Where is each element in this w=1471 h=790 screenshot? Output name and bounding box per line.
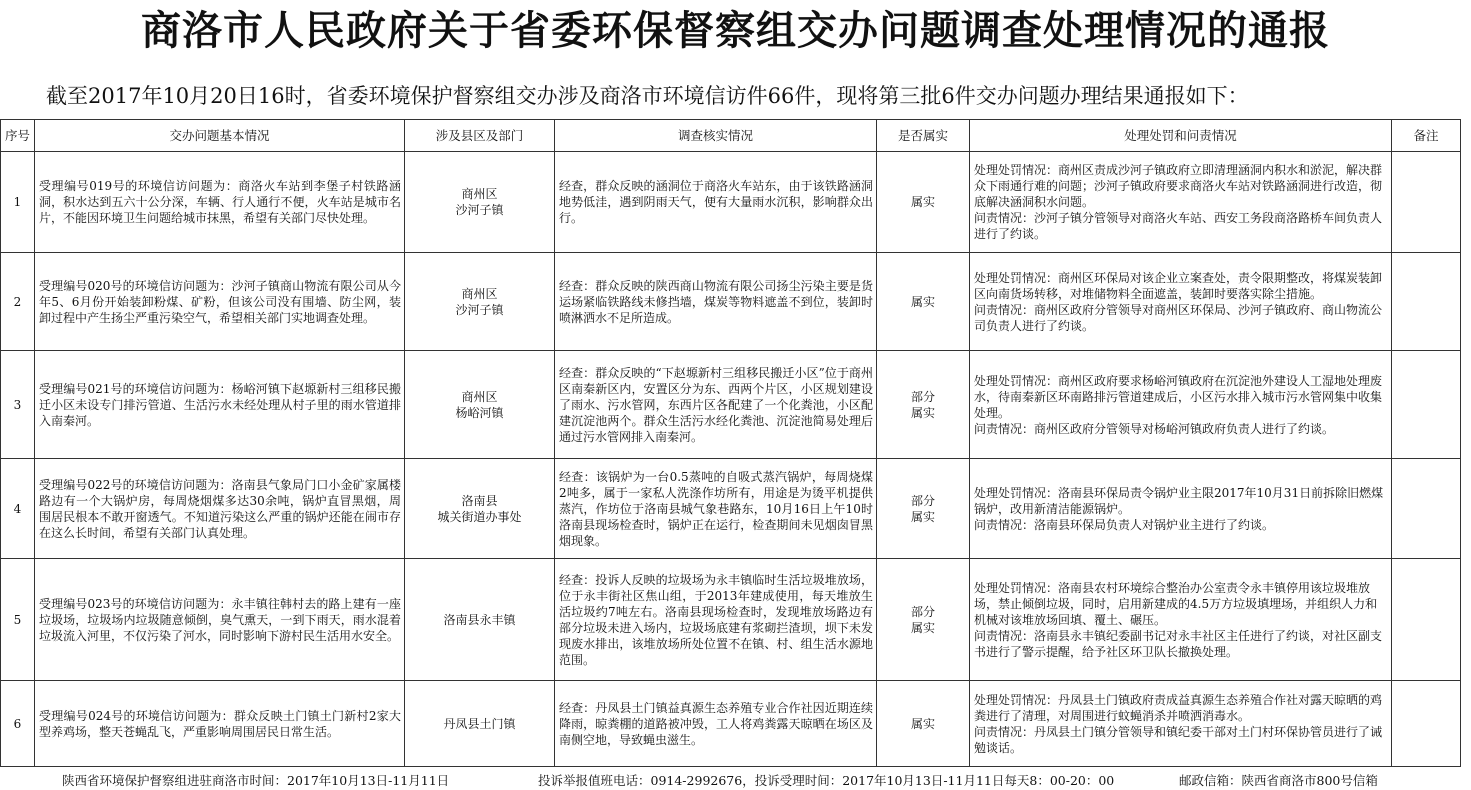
department-line: 洛南县 — [461, 493, 498, 508]
verified-line: 部分 — [910, 604, 935, 619]
verified-subline: 属实 — [910, 405, 935, 420]
department-line: 商州区 — [461, 187, 498, 201]
verified-line: 部分 — [910, 389, 935, 404]
department-subline: 沙河子镇 — [455, 302, 504, 317]
handling-result — [970, 253, 1392, 351]
issue-description: 受理编号021号的环境信访问题为：杨峪河镇下赵塬新村三组移民搬迁小区未设专门排污管道、生活污水未经处理从村子里的雨水管道排入南秦河。 — [35, 351, 405, 459]
row-number: 3 — [1, 351, 35, 459]
table-row — [1, 559, 1461, 681]
footer-period: 陕西省环境保护督察组进驻商洛市时间：2017年10月13日-11月11日 — [62, 773, 450, 788]
remark-cell — [1392, 681, 1461, 767]
department-cell — [405, 152, 555, 253]
footer-mailbox: 邮政信箱：陕西省商洛市800号信箱 — [1179, 773, 1378, 788]
department-cell — [405, 681, 555, 767]
table-row — [1, 152, 1461, 253]
verified-line: 部分 — [910, 493, 935, 508]
table-row — [1, 681, 1461, 767]
footer — [0, 772, 1471, 790]
accountability-text: 问责情况：商州区政府分管领导对商州区环保局、沙河子镇政府、商山物流公司负责人进行了约谈。 — [974, 302, 1383, 333]
page-title: 商洛市人民政府关于省委环保督察组交办问题调查处理情况的通报 — [141, 8, 1330, 54]
header-result: 处理处罚和问责情况 — [970, 120, 1392, 152]
investigation-result: 经查：投诉人反映的垃圾场为永丰镇临时生活垃圾堆放场，位于永丰街社区焦山组，于2013年建成使用，每天堆放生活垃圾约7吨左右。洛南县现场检查时，发现堆放场路边有部分垃圾未进入场内，垃圾场底建有浆砌拦渣坝，坝下未发现废水排出，该堆放场所处位置不在镇、村、组生活水源地范围。 — [555, 559, 877, 681]
row-number: 5 — [1, 559, 35, 681]
verified-line: 属实 — [910, 195, 935, 209]
verified-cell — [877, 459, 970, 559]
department-cell — [405, 351, 555, 459]
handling-result — [970, 351, 1392, 459]
accountability-text: 问责情况：商州区政府分管领导对杨峪河镇政府负责人进行了约谈。 — [974, 421, 1335, 436]
verified-cell — [877, 681, 970, 767]
header-verified: 是否属实 — [877, 120, 970, 152]
department-cell — [405, 459, 555, 559]
issue-description: 受理编号019号的环境信访问题为：商洛火车站到李堡子村铁路涵洞，积水达到五六十公分深，车辆、行人通行不便，火车站是城市名片，不能因环境卫生问题给城市抹黑，希望有关部门尽快处理。 — [35, 152, 405, 253]
issue-description: 受理编号022号的环境信访问题为：洛南县气象局门口小金矿家属楼路边有一个大锅炉房，每周烧烟煤多达30余吨，锅炉直冒黑烟，周围居民根本不敢开窗透气。不知道污染这么严重的锅炉还能在闹市存在这么长时间，希望有关部门认真处理。 — [35, 459, 405, 559]
punishment-text: 处理处罚情况：丹凤县土门镇政府责成益真源生态养殖合作社对露天晾晒的鸡粪进行了清理，对周围进行蚊蝇消杀并喷洒消毒水。 — [974, 692, 1383, 723]
issue-description: 受理编号024号的环境信访问题为：群众反映土门镇土门新村2家大型养鸡场，整天苍蝇乱飞，严重影响周围居民日常生活。 — [35, 681, 405, 767]
investigation-result: 经查，群众反映的涵洞位于商洛火车站东，由于该铁路涵洞地势低洼，遇到阴雨天气，便有大量雨水沉积，影响群众出行。 — [555, 152, 877, 253]
verified-cell — [877, 253, 970, 351]
handling-result — [970, 459, 1392, 559]
handling-result — [970, 681, 1392, 767]
table-header-row — [1, 120, 1461, 152]
footer-hotline: 投诉举报值班电话：0914-2992676，投诉受理时间：2017年10月13日-11月11日每天8：00-20：00 — [538, 773, 1115, 788]
table-row — [1, 459, 1461, 559]
investigation-result: 经查：丹凤县土门镇益真源生态养殖专业合作社因近期连续降雨，晾粪棚的道路被冲毁，工人将鸡粪露天晾晒在场区及南侧空地，导致蝇虫滋生。 — [555, 681, 877, 767]
punishment-text: 处理处罚情况：洛南县环保局责令锅炉业主限2017年10月31日前拆除旧燃煤锅炉，改用新清洁能源锅炉。 — [974, 485, 1384, 516]
accountability-text: 问责情况：洛南县环保局负责人对锅炉业主进行了约谈。 — [974, 517, 1275, 532]
remark-cell — [1392, 351, 1461, 459]
header-no: 序号 — [1, 120, 35, 152]
header-issue: 交办问题基本情况 — [35, 120, 405, 152]
row-number: 2 — [1, 253, 35, 351]
remark-cell — [1392, 459, 1461, 559]
department-subline: 城关街道办事处 — [437, 509, 522, 524]
accountability-text: 问责情况：洛南县永丰镇纪委副书记对永丰社区主任进行了约谈，对社区副支书进行了警示提醒，给予社区环卫队长撤换处理。 — [974, 628, 1383, 659]
report-table — [0, 119, 1461, 767]
remark-cell — [1392, 559, 1461, 681]
department-line: 丹凤县土门镇 — [443, 716, 516, 731]
verified-subline: 属实 — [910, 620, 935, 635]
punishment-text: 处理处罚情况：洛南县农村环境综合整治办公室责令永丰镇停用该垃圾堆放场，禁止倾倒垃圾，同时，启用新建成的4.5万方垃圾填埋场，并组织人力和机械对该堆放场回填、覆土、碾压。 — [974, 580, 1378, 627]
department-cell — [405, 559, 555, 681]
row-number: 6 — [1, 681, 35, 767]
department-line: 洛南县永丰镇 — [443, 612, 516, 627]
verified-cell — [877, 152, 970, 253]
department-subline: 沙河子镇 — [455, 203, 504, 217]
issue-description: 受理编号023号的环境信访问题为：永丰镇往韩村去的路上建有一座垃圾场，垃圾场内垃圾随意倾倒，臭气熏天，一到下雨天，雨水混着垃圾流入河里，不仅污染了河水，同时影响下游村民生活用水安全。 — [35, 559, 405, 681]
issue-description: 受理编号020号的环境信访问题为：沙河子镇商山物流有限公司从今年5、6月份开始装卸粉煤、矿粉，但该公司没有围墙、防尘网，装卸过程中产生扬尘严重污染空气，希望相关部门实地调查处理。 — [35, 253, 405, 351]
punishment-text: 处理处罚情况：商州区政府要求杨峪河镇政府在沉淀池外建设人工湿地处理废水，待南秦新区环南路排污管道建成后，小区污水排入城市污水管网集中收集处理。 — [974, 373, 1383, 420]
verified-line: 属实 — [910, 294, 935, 309]
punishment-text: 处理处罚情况：商州区责成沙河子镇政府立即清理涵洞内积水和淤泥，解决群众下雨通行难的问题；沙河子镇政府要求商洛火车站对铁路涵洞进行改造，彻底解决涵洞积水问题。 — [974, 163, 1383, 209]
verified-line: 属实 — [910, 716, 935, 731]
remark-cell — [1392, 253, 1461, 351]
handling-result — [970, 559, 1392, 681]
department-line: 商州区 — [461, 286, 498, 301]
verified-subline: 属实 — [910, 509, 935, 524]
table-row — [1, 253, 1461, 351]
remark-cell — [1392, 152, 1461, 253]
accountability-text: 问责情况：丹凤县土门镇分管领导和镇纪委干部对土门村环保协管员进行了诫勉谈话。 — [974, 724, 1383, 755]
punishment-text: 处理处罚情况：商州区环保局对该企业立案查处，责令限期整改，将煤炭装卸区向南货场转移，对堆储物料全面遮盖，装卸时要落实除尘措施。 — [974, 270, 1383, 301]
table-row — [1, 351, 1461, 459]
department-cell — [405, 253, 555, 351]
accountability-text: 问责情况：沙河子镇分管领导对商洛火车站、西安工务段商洛路桥车间负责人进行了约谈。 — [974, 211, 1383, 241]
row-number: 1 — [1, 152, 35, 253]
department-subline: 杨峪河镇 — [455, 405, 504, 420]
header-investigation: 调查核实情况 — [555, 120, 877, 152]
handling-result — [970, 152, 1392, 253]
investigation-result: 经查：群众反映的陕西商山物流有限公司扬尘污染主要是货运场紧临铁路线未修挡墙，煤炭等物料遮盖不到位，装卸时喷淋洒水不足所造成。 — [555, 253, 877, 351]
verified-cell — [877, 351, 970, 459]
intro-text: 截至2017年10月20日16时，省委环境保护督察组交办涉及商洛市环境信访件66件，现将第三批6件交办问题办理结果通报如下： — [46, 84, 1249, 108]
header-dept: 涉及县区及部门 — [405, 120, 555, 152]
investigation-result: 经查：群众反映的“下赵塬新村三组移民搬迁小区”位于商州区南秦新区内，安置区分为东、西两个片区，小区规划建设了雨水、污水管网，东西片区各配建了一个化粪池，小区配建沉淀池两个。群众生活污水经化粪池、沉淀池简易处理后通过污水管网排入南秦河。 — [555, 351, 877, 459]
investigation-result: 经查：该锅炉为一台0.5蒸吨的自吸式蒸汽锅炉，每周烧煤2吨多，属于一家私人洗涤作坊所有，用途是为烫平机提供蒸汽，作坊位于洛南县城气象巷路东，10月16日上午10时洛南县现场检查时，锅炉正在运行，检查期间未见烟囱冒黑烟现象。 — [555, 459, 877, 559]
header-remark: 备注 — [1392, 120, 1461, 152]
row-number: 4 — [1, 459, 35, 559]
department-line: 商州区 — [461, 389, 498, 404]
verified-cell — [877, 559, 970, 681]
